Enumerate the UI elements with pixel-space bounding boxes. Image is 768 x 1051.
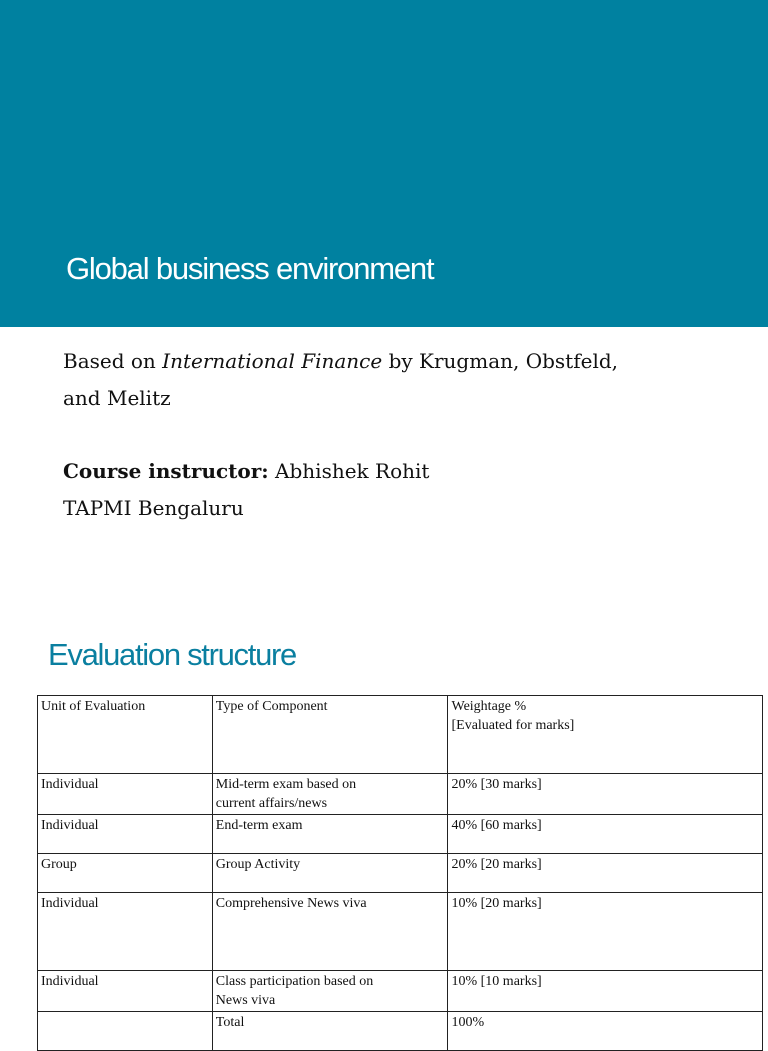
header-cell [448,696,763,774]
table-cell: Individual [38,774,213,815]
header-line: Weightage % [451,699,527,714]
cell-line: Mid-term exam based on [215,777,357,792]
table-cell [212,971,448,1012]
cell-line: current affairs/news [215,796,328,811]
table-row [38,815,763,854]
evaluation-table [37,695,763,1051]
table-header-row [38,696,763,774]
table-row [38,774,763,815]
table-cell: 20% [20 marks] [448,854,763,893]
table-cell [38,1012,213,1051]
table-row [38,971,763,1012]
header-line: [Evaluated for marks] [451,718,575,733]
cell-line: Class participation based on [215,974,374,989]
table-row [38,893,763,971]
slide-title: Global business environment [66,251,434,286]
table-cell: 40% [60 marks] [448,815,763,854]
instructor-name: Abhishek Rohit [268,459,430,483]
table-cell: Individual [38,815,213,854]
institution: TAPMI Bengaluru [63,496,244,520]
table-cell [212,774,448,815]
table-row [38,854,763,893]
table-cell: Group [38,854,213,893]
header-cell: Unit of Evaluation [38,696,213,774]
table-cell: 100% [448,1012,763,1051]
cell-line: News viva [215,993,276,1008]
instructor-line [63,459,429,483]
table-cell: Comprehensive News viva [212,893,448,971]
evaluation-title: Evaluation structure [48,637,296,672]
based-on-line-2: and Melitz [63,386,171,410]
header-cell: Type of Component [212,696,448,774]
table-cell: 20% [30 marks] [448,774,763,815]
table-cell: Total [212,1012,448,1051]
table-cell: End-term exam [212,815,448,854]
table-total-row [38,1012,763,1051]
instructor-label: Course instructor: [63,459,269,483]
book-title: International Finance [162,349,383,373]
based-on-line [63,349,618,373]
based-on-suffix: by Krugman, Obstfeld, [382,349,619,373]
table-cell: 10% [20 marks] [448,893,763,971]
table-cell: Individual [38,971,213,1012]
table-cell: Group Activity [212,854,448,893]
based-on-prefix: Based on [63,349,163,373]
table-cell: Individual [38,893,213,971]
table-cell: 10% [10 marks] [448,971,763,1012]
